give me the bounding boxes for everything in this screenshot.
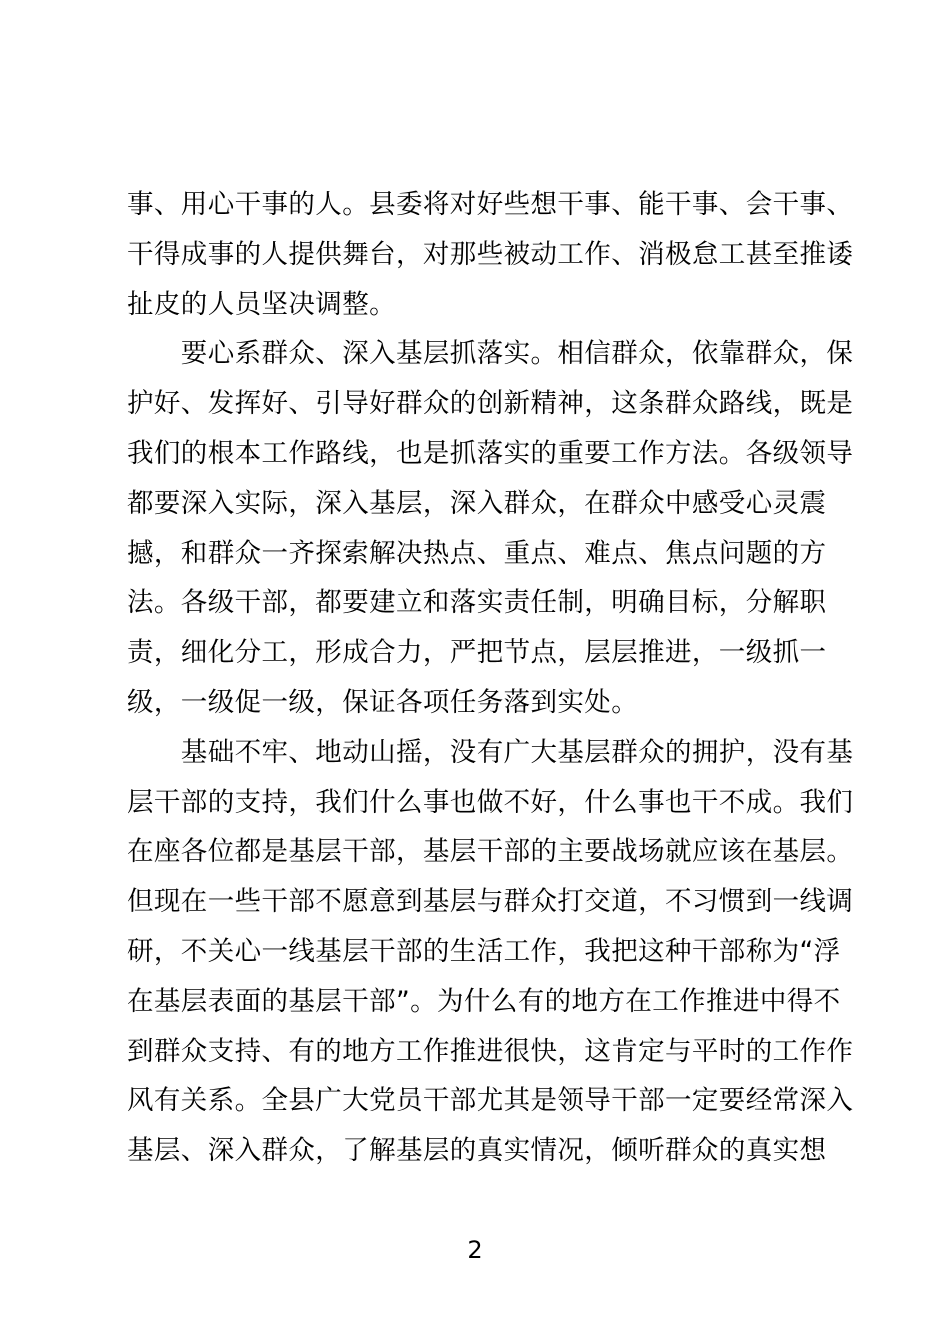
paragraph-2 (127, 329, 854, 727)
text-line: 事、用心干事的人。县委将对好些想干事、能干事、会干事、 (127, 189, 854, 220)
text-line: 扯皮的人员坚决调整。 (127, 288, 396, 320)
text-line: 要心系群众、深入基层抓落实。相信群众，依靠群众，保 (127, 338, 854, 370)
paragraph-3 (127, 728, 854, 1176)
text-line: 干得成事的人提供舞台，对那些被动工作、消极怠工甚至推诿 (127, 238, 854, 270)
text-line: 撼，和群众一齐探索解决热点、重点、难点、焦点问题的方 (127, 537, 827, 569)
page-number: 2 (467, 1236, 483, 1264)
text-line: 我们的根本工作路线，也是抓落实的重要工作方法。各级领导 (127, 437, 854, 469)
paragraph-1 (127, 180, 854, 329)
text-line: 责，细化分工，形成合力，严把节点，层层推进，一级抓一 (127, 637, 827, 669)
text-line: 到群众支持、有的地方工作推进很快，这肯定与平时的工作作 (127, 1035, 854, 1067)
text-line: 在座各位都是基层干部，基层干部的主要战场就应该在基层。 (127, 836, 854, 868)
text-line: 风有关系。全县广大党员干部尤其是领导干部一定要经常深入 (127, 1085, 854, 1117)
text-line: 在基层表面的基层干部”。为什么有的地方在工作推进中得不 (127, 985, 841, 1017)
text-line: 法。各级干部，都要建立和落实责任制，明确目标，分解职 (127, 587, 827, 619)
text-line: 基层、深入群众，了解基层的真实情况，倾听群众的真实想 (127, 1135, 827, 1167)
body-text (127, 180, 854, 1176)
text-line: 研，不关心一线基层干部的生活工作，我把这种干部称为“浮 (127, 935, 841, 967)
text-line: 护好、发挥好、引导好群众的创新精神，这条群众路线，既是 (127, 388, 854, 420)
text-line: 级，一级促一级，保证各项任务落到实处。 (127, 686, 639, 718)
text-line: 层干部的支持，我们什么事也做不好，什么事也干不成。我们 (127, 786, 854, 818)
text-line: 基础不牢、地动山摇，没有广大基层群众的拥护，没有基 (127, 736, 854, 768)
text-line: 但现在一些干部不愿意到基层与群众打交道，不习惯到一线调 (127, 886, 854, 918)
text-line: 都要深入实际，深入基层，深入群众，在群众中感受心灵震 (127, 487, 827, 519)
